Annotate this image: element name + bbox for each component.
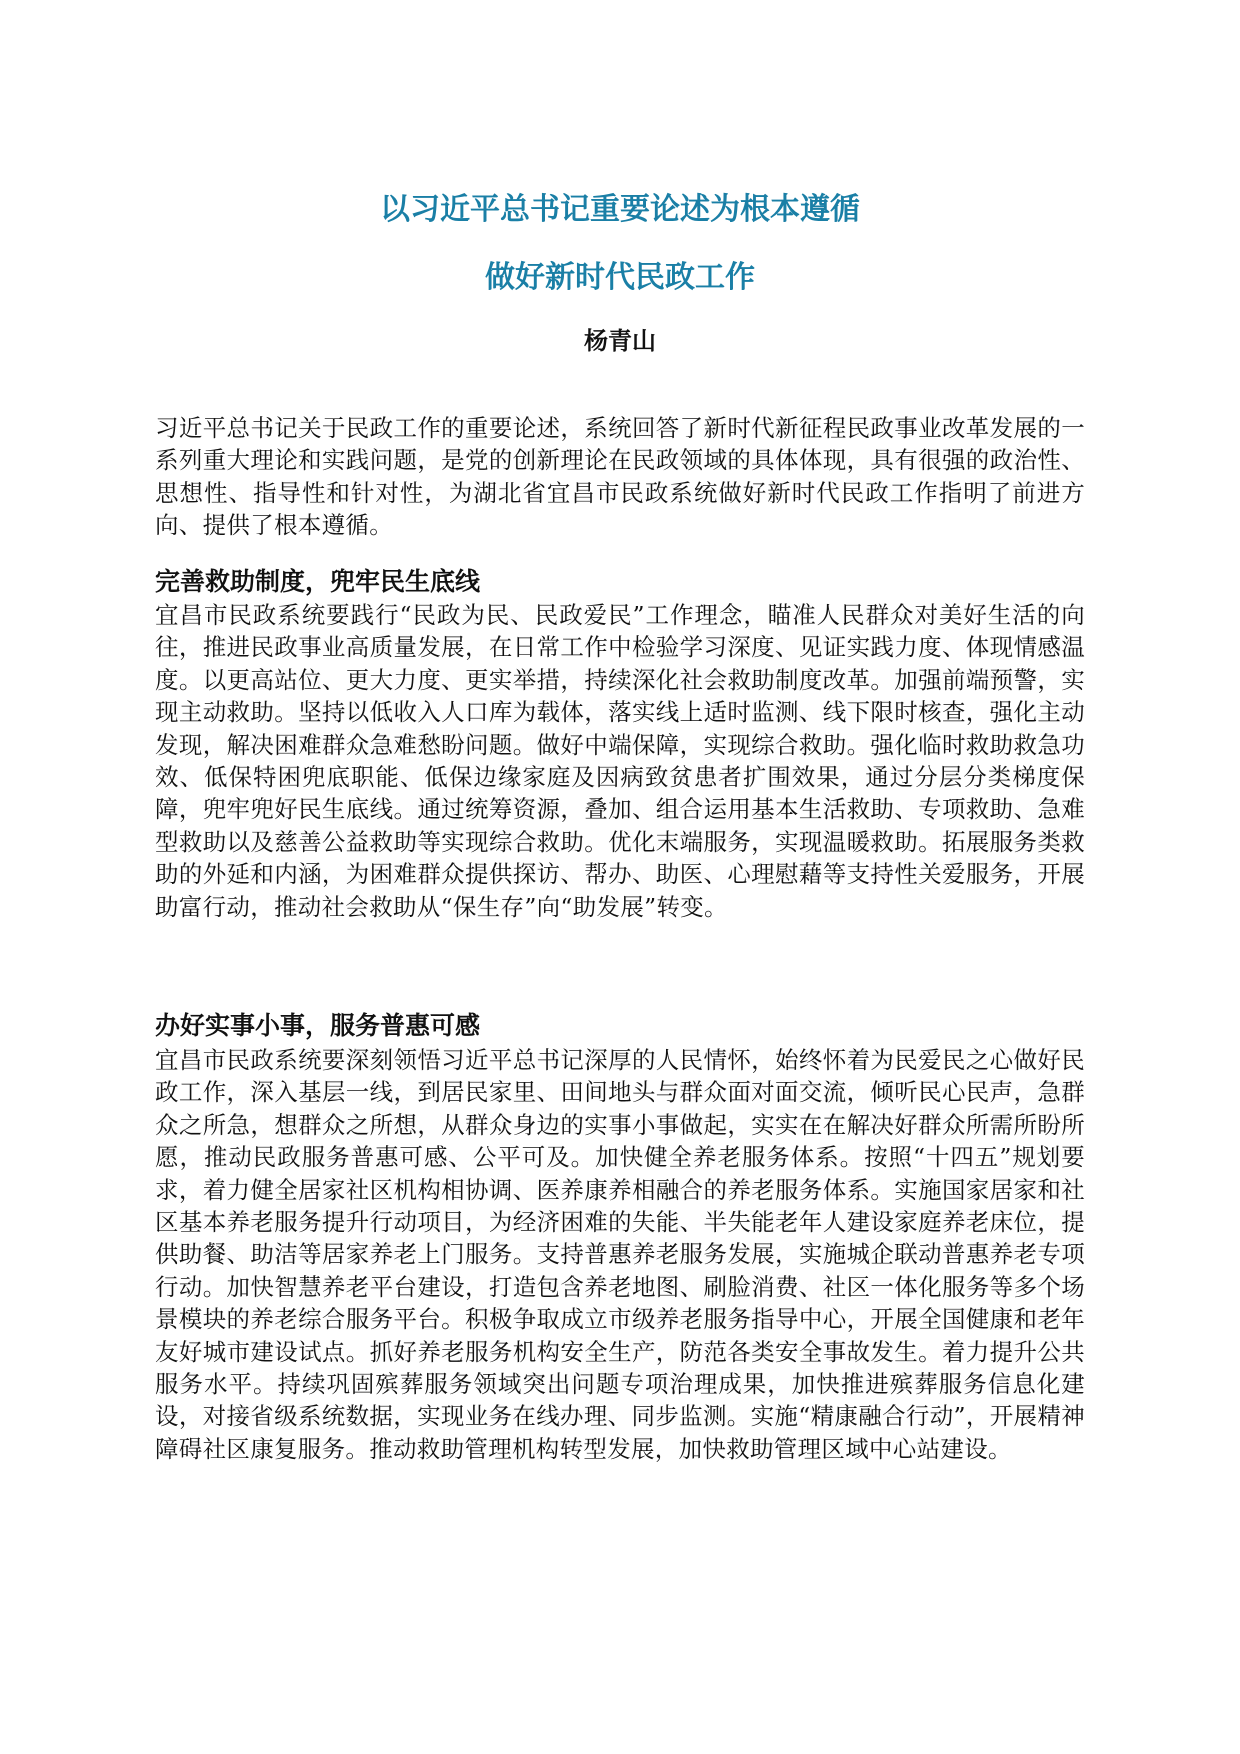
- section-body-assistance: 宜昌市民政系统要践行“民政为民、民政爱民”工作理念，瞄准人民群众对美好生活的向往，推进民政事业高质量发展，在日常工作中检验学习深度、见证实践力度、体现情感温度。以更高站位、更大力度、更实举措，持续深化社会救助制度改革。加强前端预警，实现主动救助。坚持以低收入人口库为载体，落实线上适时监测、线下限时核查，强化主动发现，解决困难群众急难愁盼问题。做好中端保障，实现综合救助。强化临时救助救急功效、低保特困兜底职能、低保边缘家庭及因病致贫患者扩围效果，通过分层分类梯度保障，兜牢兜好民生底线。通过统筹资源，叠加、组合运用基本生活救助、专项救助、急难型救助以及慈善公益救助等实现综合救助。优化末端服务，实现温暖救助。拓展服务类救助的外延和内涵，为困难群众提供探访、帮办、助医、心理慰藉等支持性关爱服务，开展助富行动，推动社会救助从“保生存”向“助发展”转变。: [155, 601, 1085, 921]
- author-name: 杨青山: [584, 327, 656, 355]
- document-title-line2: 做好新时代民政工作: [485, 260, 755, 295]
- section-heading-services: 办好实事小事，服务普惠可感: [155, 1011, 481, 1040]
- document-title-line1: 以习近平总书记重要论述为根本遵循: [380, 192, 860, 227]
- section-heading-assistance: 完善救助制度，兜牢民生底线: [155, 567, 481, 596]
- intro-paragraph: 习近平总书记关于民政工作的重要论述，系统回答了新时代新征程民政事业改革发展的一系列重大理论和实践问题，是党的创新理论在民政领域的具体体现，具有很强的政治性、思想性、指导性和针对性，为湖北省宜昌市民政系统做好新时代民政工作指明了前进方向、提供了根本遵循。: [155, 414, 1085, 540]
- section-body-services: 宜昌市民政系统要深刻领悟习近平总书记深厚的人民情怀，始终怀着为民爱民之心做好民政工作，深入基层一线，到居民家里、田间地头与群众面对面交流，倾听民心民声，急群众之所急，想群众之所想，从群众身边的实事小事做起，实实在在解决好群众所需所盼所愿，推动民政服务普惠可感、公平可及。加快健全养老服务体系。按照“十四五”规划要求，着力健全居家社区机构相协调、医养康养相融合的养老服务体系。实施国家居家和社区基本养老服务提升行动项目，为经济困难的失能、半失能老年人建设家庭养老床位，提供助餐、助洁等居家养老上门服务。支持普惠养老服务发展，实施城企联动普惠养老专项行动。加快智慧养老平台建设，打造包含养老地图、刷脸消费、社区一体化服务等多个场景模块的养老综合服务平台。积极争取成立市级养老服务指导中心，开展全国健康和老年友好城市建设试点。抓好养老服务机构安全生产，防范各类安全事故发生。着力提升公共服务水平。持续巩固殡葬服务领域突出问题专项治理成果，加快推进殡葬服务信息化建设，对接省级系统数据，实现业务在线办理、同步监测。实施“精康融合行动”，开展精神障碍社区康复服务。推动救助管理机构转型发展，加快救助管理区域中心站建设。: [155, 1046, 1085, 1463]
